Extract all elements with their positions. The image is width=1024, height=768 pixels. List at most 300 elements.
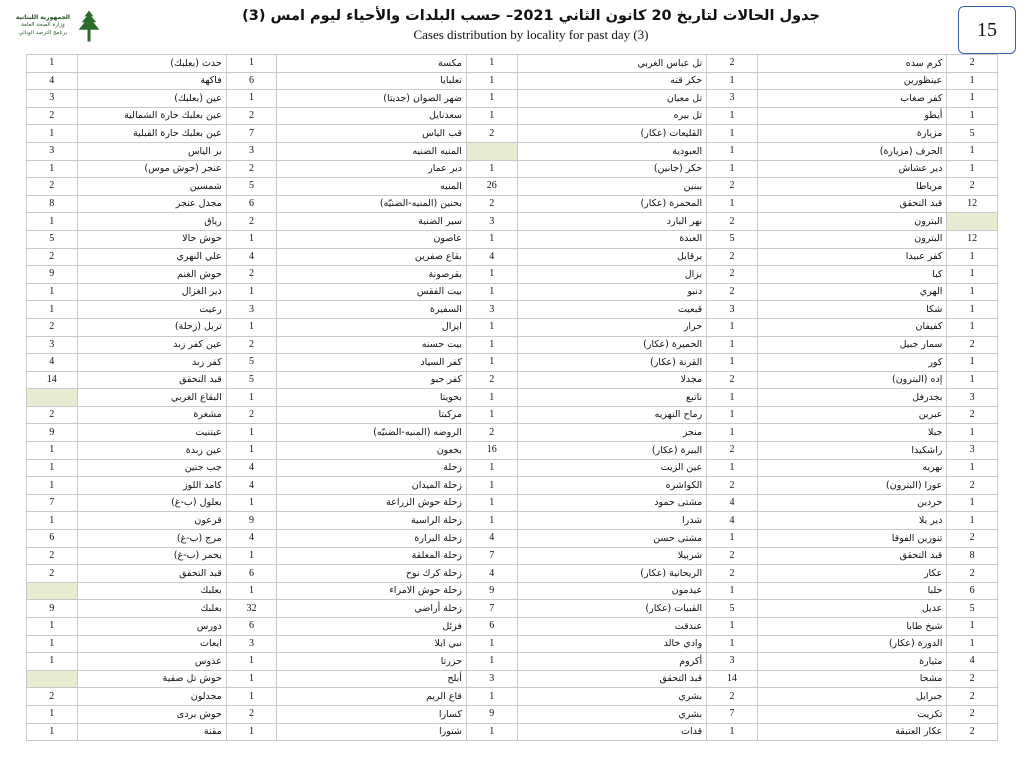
- locality-name-cell: الروضه (المنيه-الضنيّه): [277, 424, 467, 442]
- case-count-cell: 1: [947, 107, 998, 125]
- page-number-box: [958, 6, 1016, 54]
- table-row: [27, 582, 998, 600]
- locality-name-cell: جب جنين: [77, 459, 226, 477]
- locality-name-cell: منجز: [517, 424, 707, 442]
- case-count-cell: 3: [707, 90, 758, 108]
- table-row: [27, 230, 998, 248]
- locality-name-cell: بعلول (ب-غ): [77, 494, 226, 512]
- locality-name-cell: بزال: [517, 266, 707, 284]
- case-count-cell: 1: [947, 424, 998, 442]
- table-row: [27, 512, 998, 530]
- locality-name-cell: زحلة كرك نوح: [277, 565, 467, 583]
- locality-name-cell: حدث (بعلبك): [77, 55, 226, 73]
- case-count-cell: 5: [707, 600, 758, 618]
- case-count-cell: 9: [226, 512, 277, 530]
- locality-name-cell: دورس: [77, 618, 226, 636]
- locality-name-cell: رماح النهريه: [517, 406, 707, 424]
- locality-name-cell: دنبو: [517, 283, 707, 301]
- locality-name-cell: مقنة: [77, 723, 226, 741]
- locality-name-cell: مشتى حسن: [517, 530, 707, 548]
- locality-name-cell: رياق: [77, 213, 226, 231]
- case-count-cell: 1: [947, 318, 998, 336]
- case-count-cell: 2: [27, 178, 78, 196]
- locality-name-cell: مزيارة: [757, 125, 947, 143]
- locality-name-cell: يحمر (ب-غ): [77, 547, 226, 565]
- case-count-cell: 9: [466, 705, 517, 723]
- table-row: [27, 354, 998, 372]
- locality-name-cell: السفيرة: [277, 301, 467, 319]
- locality-name-cell: بقاع صفرين: [277, 248, 467, 266]
- locality-name-cell: زحلة حوش الزراعة: [277, 494, 467, 512]
- case-count-cell: 2: [707, 248, 758, 266]
- case-count-cell: 1: [466, 459, 517, 477]
- case-count-cell: 6: [466, 618, 517, 636]
- case-count-cell: 1: [947, 301, 998, 319]
- locality-name-cell: حوش حالا: [77, 230, 226, 248]
- case-count-cell: 1: [466, 354, 517, 372]
- case-count-cell: 2: [466, 371, 517, 389]
- case-count-cell: 3: [707, 301, 758, 319]
- locality-name-cell: الدورة (عكار): [757, 635, 947, 653]
- case-count-cell: 7: [466, 547, 517, 565]
- table-row: [27, 72, 998, 90]
- locality-name-cell: نهريه: [757, 459, 947, 477]
- case-count-cell: 3: [466, 670, 517, 688]
- locality-name-cell: كفر زبد: [77, 354, 226, 372]
- case-count-cell: 1: [947, 512, 998, 530]
- case-count-cell: 2: [947, 705, 998, 723]
- case-count-cell: 3: [226, 301, 277, 319]
- case-count-cell: 1: [226, 283, 277, 301]
- locality-name-cell: الريحانية (عكار): [517, 565, 707, 583]
- case-count-cell: 1: [226, 670, 277, 688]
- locality-name-cell: زحلة حوش الامراء: [277, 582, 467, 600]
- locality-name-cell: القرنة (عكار): [517, 354, 707, 372]
- table-row: [27, 653, 998, 671]
- locality-name-cell: شيخ طابا: [757, 618, 947, 636]
- case-count-cell: 32: [226, 600, 277, 618]
- locality-name-cell: عذوس: [77, 653, 226, 671]
- case-count-cell: 1: [466, 283, 517, 301]
- locality-name-cell: تكريت: [757, 705, 947, 723]
- locality-name-cell: قدات: [517, 723, 707, 741]
- case-count-cell: 2: [226, 213, 277, 231]
- case-count-cell: 1: [466, 318, 517, 336]
- locality-name-cell: كفر حبو: [277, 371, 467, 389]
- case-count-cell: 1: [466, 653, 517, 671]
- case-count-cell: 3: [947, 442, 998, 460]
- locality-name-cell: بيت حسنه: [277, 336, 467, 354]
- case-count-cell: 1: [707, 389, 758, 407]
- case-count-cell: 7: [707, 705, 758, 723]
- locality-name-cell: مشغرة: [77, 406, 226, 424]
- case-count-cell: 2: [226, 107, 277, 125]
- case-count-cell: 1: [27, 301, 78, 319]
- table-row: [27, 318, 998, 336]
- case-count-cell: 1: [466, 90, 517, 108]
- locality-name-cell: كامد اللوز: [77, 477, 226, 495]
- case-count-cell: 2: [707, 688, 758, 706]
- locality-name-cell: المنيه الضنيه: [277, 142, 467, 160]
- case-count-cell: 1: [466, 72, 517, 90]
- locality-name-cell: علي النهري: [77, 248, 226, 266]
- locality-name-cell: البترون: [757, 230, 947, 248]
- case-count-cell: 1: [466, 107, 517, 125]
- table-row: [27, 213, 998, 231]
- locality-name-cell: الحرف (مزيارة): [757, 142, 947, 160]
- cases-table-wrapper: [26, 54, 998, 741]
- case-count-cell: 1: [707, 336, 758, 354]
- case-count-cell: 4: [226, 248, 277, 266]
- case-count-cell: 3: [707, 653, 758, 671]
- table-row: [27, 90, 998, 108]
- table-row: [27, 565, 998, 583]
- locality-name-cell: مركبتا: [277, 406, 467, 424]
- case-count-cell: 2: [226, 266, 277, 284]
- case-count-cell: 4: [947, 653, 998, 671]
- locality-name-cell: بعلبك: [77, 582, 226, 600]
- table-row: [27, 723, 998, 741]
- table-row: [27, 125, 998, 143]
- case-count-cell: 1: [27, 459, 78, 477]
- document-header: [0, 0, 1024, 52]
- table-row: [27, 389, 998, 407]
- case-count-cell: 5: [947, 125, 998, 143]
- locality-name-cell: نهر البارد: [517, 213, 707, 231]
- case-count-cell: [27, 670, 78, 688]
- case-count-cell: 12: [947, 230, 998, 248]
- title-block: [104, 4, 958, 43]
- locality-name-cell: حردين: [757, 494, 947, 512]
- case-count-cell: [947, 213, 998, 231]
- locality-name-cell: عيدمون: [517, 582, 707, 600]
- case-count-cell: 5: [226, 178, 277, 196]
- case-count-cell: 6: [226, 618, 277, 636]
- locality-name-cell: كفر السياد: [277, 354, 467, 372]
- case-count-cell: 3: [466, 301, 517, 319]
- locality-name-cell: زحلة المعلقة: [277, 547, 467, 565]
- case-count-cell: 2: [707, 547, 758, 565]
- locality-name-cell: عورا (البترون): [757, 477, 947, 495]
- locality-name-cell: مرياطا: [757, 178, 947, 196]
- case-count-cell: 1: [226, 688, 277, 706]
- case-count-cell: 1: [226, 547, 277, 565]
- locality-name-cell: نبي ايلا: [277, 635, 467, 653]
- case-count-cell: 5: [226, 354, 277, 372]
- case-count-cell: [27, 389, 78, 407]
- locality-name-cell: وادي خالد: [517, 635, 707, 653]
- case-count-cell: 4: [707, 512, 758, 530]
- case-count-cell: 1: [466, 723, 517, 741]
- case-count-cell: 2: [27, 406, 78, 424]
- locality-name-cell: فاكهة: [77, 72, 226, 90]
- case-count-cell: 1: [947, 618, 998, 636]
- locality-name-cell: قبد التحقق: [77, 371, 226, 389]
- locality-name-cell: قرعون: [77, 512, 226, 530]
- locality-name-cell: فزئل: [277, 618, 467, 636]
- locality-name-cell: العبدة: [517, 230, 707, 248]
- locality-name-cell: قبد التحقق: [757, 195, 947, 213]
- locality-name-cell: عيتنيت: [77, 424, 226, 442]
- case-count-cell: 2: [947, 336, 998, 354]
- locality-name-cell: كفر صغاب: [757, 90, 947, 108]
- locality-name-cell: تنورين الفوقا: [757, 530, 947, 548]
- case-count-cell: 1: [466, 477, 517, 495]
- locality-name-cell: حكر (جانين): [517, 160, 707, 178]
- locality-name-cell: شمسين: [77, 178, 226, 196]
- locality-name-cell: عبرين: [757, 406, 947, 424]
- case-count-cell: 2: [707, 442, 758, 460]
- locality-name-cell: عينظورين: [757, 72, 947, 90]
- case-count-cell: 8: [947, 547, 998, 565]
- case-count-cell: 1: [27, 125, 78, 143]
- table-row: [27, 477, 998, 495]
- table-row: [27, 371, 998, 389]
- case-count-cell: 1: [707, 459, 758, 477]
- locality-name-cell: زحلة الراسية: [277, 512, 467, 530]
- case-count-cell: 1: [707, 424, 758, 442]
- locality-name-cell: عاصون: [277, 230, 467, 248]
- case-count-cell: 1: [947, 160, 998, 178]
- table-row: [27, 547, 998, 565]
- case-count-cell: 1: [947, 371, 998, 389]
- locality-name-cell: تل عباس الغربي: [517, 55, 707, 73]
- case-count-cell: 3: [27, 90, 78, 108]
- locality-name-cell: جبلا: [757, 424, 947, 442]
- case-count-cell: 2: [226, 406, 277, 424]
- table-row: [27, 459, 998, 477]
- case-count-cell: 2: [707, 266, 758, 284]
- locality-name-cell: قبد التحقق: [757, 547, 947, 565]
- cases-distribution-table: [26, 54, 998, 741]
- table-row: [27, 248, 998, 266]
- case-count-cell: 2: [947, 670, 998, 688]
- case-count-cell: 3: [27, 336, 78, 354]
- locality-name-cell: ببنين: [517, 178, 707, 196]
- locality-name-cell: زحلة البرارة: [277, 530, 467, 548]
- cedar-tree-icon: [74, 9, 104, 43]
- locality-name-cell: زحلة: [277, 459, 467, 477]
- case-count-cell: 9: [466, 582, 517, 600]
- locality-name-cell: حزرتا: [277, 653, 467, 671]
- locality-name-cell: كفيفان: [757, 318, 947, 336]
- case-count-cell: 1: [226, 442, 277, 460]
- case-count-cell: 2: [707, 213, 758, 231]
- locality-name-cell: مشحا: [757, 670, 947, 688]
- table-row: [27, 178, 998, 196]
- case-count-cell: 1: [707, 723, 758, 741]
- case-count-cell: 1: [947, 354, 998, 372]
- table-row: [27, 142, 998, 160]
- case-count-cell: 1: [466, 389, 517, 407]
- case-count-cell: 9: [27, 266, 78, 284]
- case-count-cell: 2: [27, 107, 78, 125]
- locality-name-cell: سعدنايل: [277, 107, 467, 125]
- case-count-cell: 1: [466, 688, 517, 706]
- case-count-cell: 1: [27, 160, 78, 178]
- case-count-cell: 1: [707, 160, 758, 178]
- case-count-cell: 4: [226, 477, 277, 495]
- table-row: [27, 336, 998, 354]
- cases-table-body: [27, 55, 998, 741]
- case-count-cell: 5: [707, 230, 758, 248]
- table-row: [27, 635, 998, 653]
- case-count-cell: 1: [27, 442, 78, 460]
- case-count-cell: 2: [226, 336, 277, 354]
- case-count-cell: 5: [27, 230, 78, 248]
- case-count-cell: 1: [27, 512, 78, 530]
- case-count-cell: 2: [707, 371, 758, 389]
- locality-name-cell: كرم سده: [757, 55, 947, 73]
- case-count-cell: 1: [226, 230, 277, 248]
- locality-name-cell: عين (بعلبك): [77, 90, 226, 108]
- case-count-cell: 3: [226, 142, 277, 160]
- case-count-cell: 6: [226, 195, 277, 213]
- case-count-cell: 2: [226, 160, 277, 178]
- locality-name-cell: دير عشاش: [757, 160, 947, 178]
- table-row: [27, 283, 998, 301]
- case-count-cell: 2: [27, 318, 78, 336]
- locality-name-cell: راشكيدا: [757, 442, 947, 460]
- locality-name-cell: سير الضنية: [277, 213, 467, 231]
- case-count-cell: 16: [466, 442, 517, 460]
- case-count-cell: 1: [947, 90, 998, 108]
- case-count-cell: 7: [466, 600, 517, 618]
- case-count-cell: 1: [27, 635, 78, 653]
- case-count-cell: 2: [947, 55, 998, 73]
- table-row: [27, 600, 998, 618]
- locality-name-cell: شدرا: [517, 512, 707, 530]
- case-count-cell: 2: [466, 424, 517, 442]
- table-row: [27, 55, 998, 73]
- case-count-cell: 2: [707, 178, 758, 196]
- locality-name-cell: بيت الفقس: [277, 283, 467, 301]
- locality-name-cell: مكسة: [277, 55, 467, 73]
- locality-name-cell: الكواشره: [517, 477, 707, 495]
- locality-name-cell: قبد التحقق: [77, 565, 226, 583]
- case-count-cell: 1: [707, 618, 758, 636]
- case-count-cell: 1: [226, 494, 277, 512]
- locality-name-cell: ايعات: [77, 635, 226, 653]
- page-title-arabic: جدول الحالات لتاريخ 20 كانون الثاني 2021– حسب البلدات والأحياء ليوم امس (3): [242, 8, 820, 24]
- table-row: [27, 618, 998, 636]
- case-count-cell: 1: [947, 266, 998, 284]
- crest-line-3: برنامج الترصد الوبائي: [18, 30, 68, 37]
- case-count-cell: 1: [707, 582, 758, 600]
- case-count-cell: 1: [947, 459, 998, 477]
- locality-name-cell: كسارا: [277, 705, 467, 723]
- case-count-cell: 1: [27, 723, 78, 741]
- case-count-cell: 6: [226, 72, 277, 90]
- table-row: [27, 266, 998, 284]
- locality-name-cell: ضهر الصوان (جديتا): [277, 90, 467, 108]
- case-count-cell: 4: [27, 72, 78, 90]
- case-count-cell: 1: [466, 336, 517, 354]
- case-count-cell: 14: [27, 371, 78, 389]
- case-count-cell: 3: [226, 635, 277, 653]
- locality-name-cell: حرار: [517, 318, 707, 336]
- case-count-cell: 2: [466, 195, 517, 213]
- crest-line-1: الجمهورية اللبنانية: [15, 13, 70, 21]
- locality-name-cell: قبد التحقق: [517, 670, 707, 688]
- locality-name-cell: تعلبايا: [277, 72, 467, 90]
- crest-line-2: وزارة الصحة العامة: [21, 22, 65, 29]
- locality-name-cell: حلبا: [757, 582, 947, 600]
- locality-name-cell: القبيات (عكار): [517, 600, 707, 618]
- locality-name-cell: أكروم: [517, 653, 707, 671]
- case-count-cell: 1: [226, 582, 277, 600]
- locality-name-cell: تل بيره: [517, 107, 707, 125]
- locality-name-cell: مشتى حمود: [517, 494, 707, 512]
- locality-name-cell: عين بعلبك حارة الشمالية: [77, 107, 226, 125]
- locality-name-cell: بشري: [517, 705, 707, 723]
- case-count-cell: 1: [27, 283, 78, 301]
- case-count-cell: 4: [466, 530, 517, 548]
- ministry-crest-text: [16, 14, 70, 39]
- case-count-cell: 1: [466, 635, 517, 653]
- locality-name-cell: بشري: [517, 688, 707, 706]
- case-count-cell: 2: [947, 688, 998, 706]
- case-count-cell: 3: [466, 213, 517, 231]
- case-count-cell: 1: [27, 653, 78, 671]
- case-count-cell: 1: [226, 389, 277, 407]
- locality-name-cell: شتورا: [277, 723, 467, 741]
- locality-name-cell: عندقت: [517, 618, 707, 636]
- case-count-cell: 4: [466, 248, 517, 266]
- case-count-cell: 2: [27, 565, 78, 583]
- locality-name-cell: قاع الريم: [277, 688, 467, 706]
- locality-name-cell: زحلة أراضي: [277, 600, 467, 618]
- case-count-cell: 4: [27, 354, 78, 372]
- case-count-cell: 6: [226, 565, 277, 583]
- case-count-cell: 1: [707, 354, 758, 372]
- locality-name-cell: بقرصونة: [277, 266, 467, 284]
- table-row: [27, 195, 998, 213]
- case-count-cell: 1: [226, 424, 277, 442]
- case-count-cell: 2: [947, 178, 998, 196]
- case-count-cell: 1: [466, 266, 517, 284]
- case-count-cell: 1: [226, 723, 277, 741]
- case-count-cell: 2: [27, 547, 78, 565]
- locality-name-cell: تربل (زحلة): [77, 318, 226, 336]
- locality-name-cell: برقايل: [517, 248, 707, 266]
- table-row: [27, 688, 998, 706]
- locality-name-cell: بر الياس: [77, 142, 226, 160]
- case-count-cell: 1: [707, 530, 758, 548]
- table-row: [27, 107, 998, 125]
- locality-name-cell: عديل: [757, 600, 947, 618]
- locality-name-cell: إده (البترون): [757, 371, 947, 389]
- case-count-cell: 6: [27, 530, 78, 548]
- case-count-cell: 2: [947, 723, 998, 741]
- locality-name-cell: عين بعلبك حارة القبلية: [77, 125, 226, 143]
- page-title-english: Cases distribution by locality for past day (3): [413, 27, 649, 42]
- locality-name-cell: ايزال: [277, 318, 467, 336]
- locality-name-cell: زحلة الميدان: [277, 477, 467, 495]
- case-count-cell: 1: [707, 72, 758, 90]
- locality-name-cell: الحميرة (عكار): [517, 336, 707, 354]
- table-row: [27, 160, 998, 178]
- locality-name-cell: حوش بردى: [77, 705, 226, 723]
- locality-name-cell: مجدل عنجر: [77, 195, 226, 213]
- case-count-cell: 1: [707, 406, 758, 424]
- table-row: [27, 670, 998, 688]
- case-count-cell: 4: [226, 459, 277, 477]
- case-count-cell: 4: [466, 565, 517, 583]
- locality-name-cell: عكار العتيقة: [757, 723, 947, 741]
- case-count-cell: 2: [947, 565, 998, 583]
- case-count-cell: 1: [707, 195, 758, 213]
